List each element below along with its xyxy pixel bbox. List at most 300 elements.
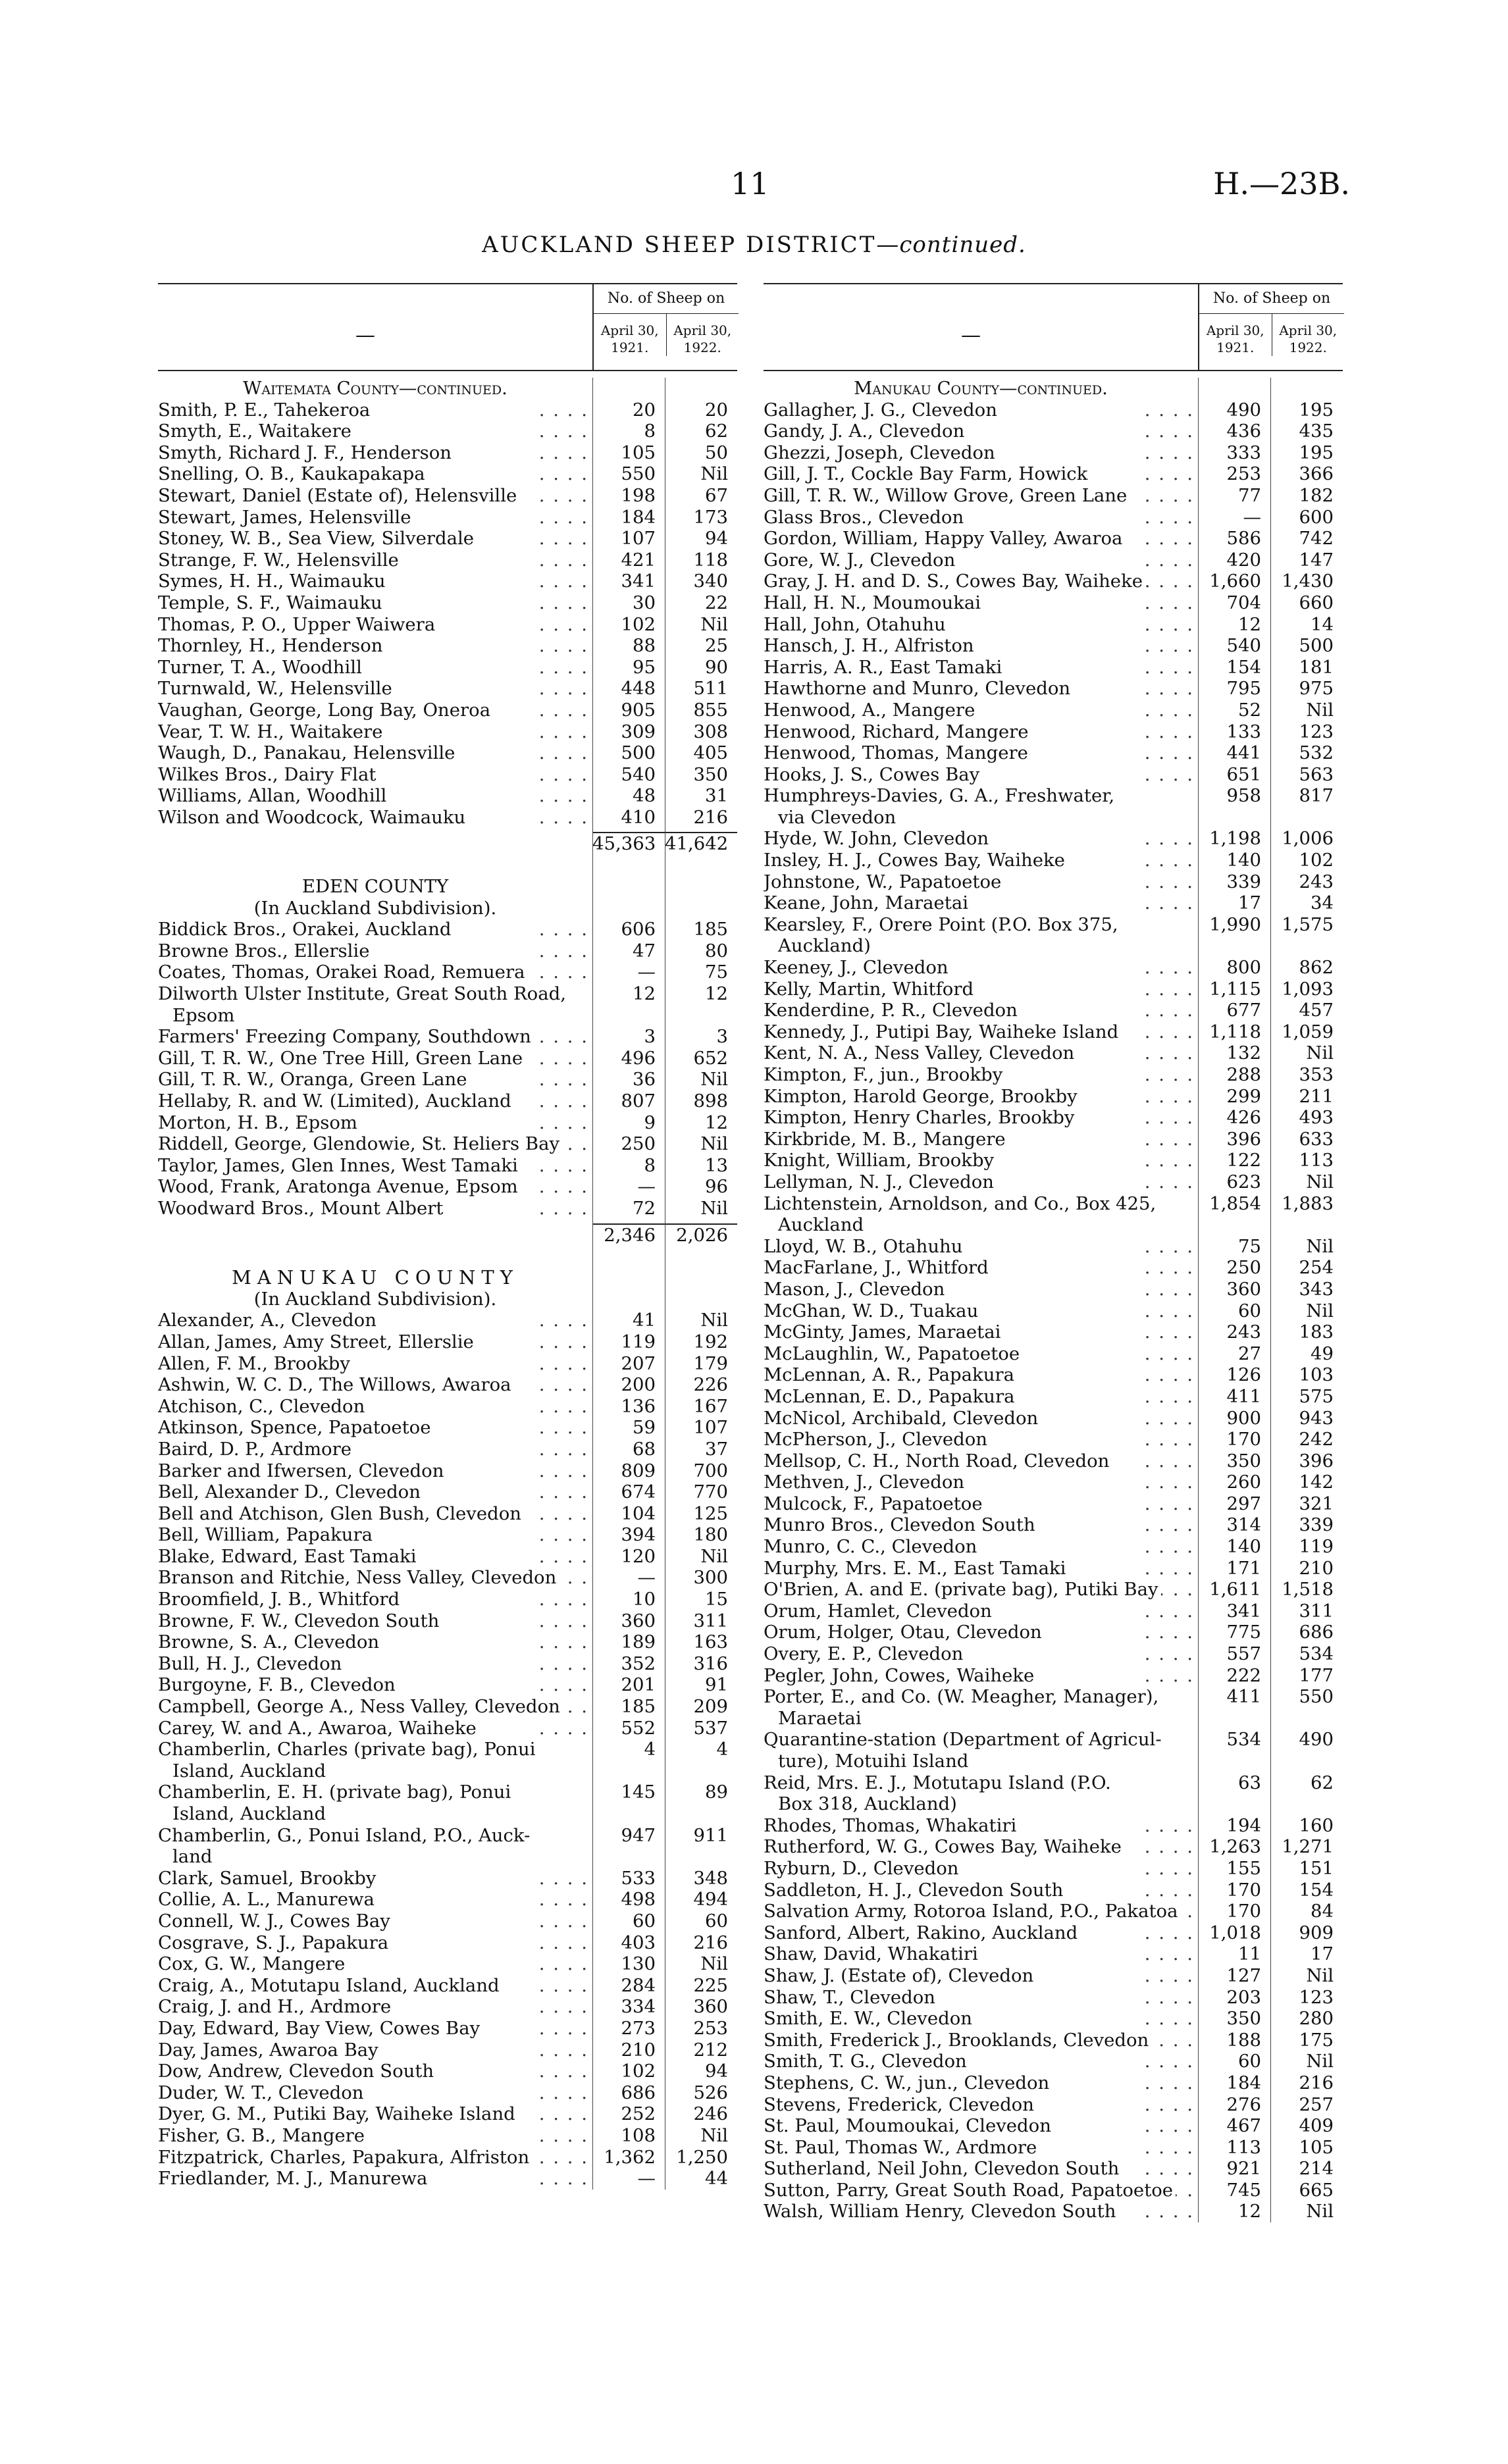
sheep-1921: 623 bbox=[1226, 1171, 1261, 1193]
owner-name: Walsh, William Henry, Clevedon South bbox=[764, 2201, 1118, 2222]
owner-cell bbox=[158, 1782, 592, 1803]
sheep-1922: 348 bbox=[693, 1867, 728, 1889]
table-row bbox=[158, 1932, 737, 1954]
sheep-1922: Nil bbox=[700, 1133, 728, 1155]
sheep-1922: 226 bbox=[693, 1374, 728, 1396]
owner-cell bbox=[158, 919, 592, 940]
table-row bbox=[158, 678, 737, 700]
table-header bbox=[158, 283, 737, 371]
sheep-1921: 88 bbox=[633, 635, 656, 657]
sheep-1921: 120 bbox=[621, 1545, 656, 1567]
owner-name: Munro, C. C., Clevedon bbox=[764, 1536, 979, 1557]
sheep-1921: 198 bbox=[621, 484, 656, 506]
table-row bbox=[764, 1965, 1343, 1987]
sheep-1922: 185 bbox=[693, 919, 728, 940]
sheep-1921: 947 bbox=[621, 1824, 656, 1846]
table-row bbox=[158, 807, 737, 829]
table-row bbox=[158, 657, 737, 679]
table-row bbox=[764, 1943, 1343, 1965]
sheep-1922: 167 bbox=[693, 1395, 728, 1417]
sheep-1922: 665 bbox=[1299, 2179, 1334, 2201]
table-row bbox=[158, 1417, 737, 1439]
owner-name: Henwood, Thomas, Mangere bbox=[764, 742, 1031, 763]
table-row bbox=[764, 442, 1343, 464]
table-row bbox=[764, 1064, 1343, 1086]
sheep-1921: 745 bbox=[1226, 2179, 1261, 2201]
table-row bbox=[764, 1171, 1343, 1193]
owner-name: Hellaby, R. and W. (Limited), Auckland bbox=[158, 1091, 514, 1112]
owner-name-continued: ture), Motuihi Island bbox=[778, 1751, 969, 1772]
table-row bbox=[764, 1129, 1343, 1150]
table-row bbox=[158, 1112, 737, 1134]
table-row bbox=[158, 1825, 737, 1847]
owner-name: Bell, William, Papakura bbox=[158, 1524, 375, 1545]
sheep-1921: 210 bbox=[621, 2039, 656, 2061]
owner-cell bbox=[158, 2168, 592, 2190]
table-row bbox=[158, 1996, 737, 2018]
sheep-1921: 1,660 bbox=[1209, 571, 1261, 592]
table-row bbox=[764, 785, 1343, 807]
sheep-1921: 60 bbox=[1238, 1300, 1261, 1322]
sheep-1921: 63 bbox=[1238, 1772, 1261, 1793]
sheep-1921: 360 bbox=[1226, 1278, 1261, 1300]
owner-cell bbox=[764, 1000, 1198, 1021]
sheep-1921: 130 bbox=[621, 1953, 656, 1975]
sheep-1922: 311 bbox=[1299, 1600, 1334, 1622]
owner-cell bbox=[764, 892, 1198, 914]
sheep-1921: 252 bbox=[621, 2103, 656, 2125]
owner-cell bbox=[764, 1193, 1198, 1215]
table-row bbox=[764, 528, 1343, 550]
owner-name: Clark, Samuel, Brookby bbox=[158, 1868, 378, 1889]
table-row bbox=[764, 1364, 1343, 1386]
sheep-1922: 1,006 bbox=[1282, 828, 1334, 850]
title-main: AUCKLAND SHEEP DISTRICT bbox=[482, 232, 877, 258]
table-row bbox=[158, 1133, 737, 1155]
owner-cell bbox=[158, 1112, 592, 1134]
owner-name: Collie, A. L., Manurewa bbox=[158, 1889, 377, 1910]
sheep-1922: Nil bbox=[700, 1069, 728, 1091]
sheep-1921: 145 bbox=[621, 1782, 656, 1803]
sheep-1922: 123 bbox=[1299, 721, 1334, 742]
sheep-1922: Nil bbox=[1306, 1300, 1334, 1322]
sheep-1922: Nil bbox=[700, 1310, 728, 1331]
table-row bbox=[158, 2103, 737, 2125]
owner-name: Blake, Edward, East Tamaki bbox=[158, 1546, 419, 1567]
sheep-1922: 532 bbox=[1299, 742, 1334, 764]
sheep-1922: 321 bbox=[1299, 1493, 1334, 1514]
sheep-1921: 260 bbox=[1226, 1472, 1261, 1493]
owner-name: Taylor, James, Glen Innes, West Tamaki bbox=[158, 1155, 521, 1176]
sheep-1922: 177 bbox=[1299, 1664, 1334, 1686]
sheep-1922: 12 bbox=[705, 983, 728, 1005]
sheep-1922: 366 bbox=[1299, 463, 1334, 485]
owner-cell bbox=[764, 1493, 1198, 1515]
sheep-1921: 102 bbox=[621, 2061, 656, 2082]
owner-name: St. Paul, Moumoukai, Clevedon bbox=[764, 2115, 1054, 2136]
owner-name: Knight, William, Brookby bbox=[764, 1150, 997, 1171]
sheep-1922: 163 bbox=[693, 1631, 728, 1653]
sheep-1921: 396 bbox=[1226, 1128, 1261, 1150]
sheep-1922: 493 bbox=[1299, 1107, 1334, 1129]
sheep-1922: 353 bbox=[1299, 1064, 1334, 1085]
owner-cell bbox=[764, 2201, 1198, 2222]
owner-name: Humphreys-Davies, G. A., Freshwater, bbox=[764, 785, 1117, 806]
owner-name: Chamberlin, G., Ponui Island, P.O., Auck- bbox=[158, 1825, 533, 1846]
sheep-1921: — bbox=[1243, 506, 1261, 528]
owner-name: Salvation Army, Rotoroa Island, P.O., Pakatoa bbox=[764, 1901, 1181, 1922]
owner-cell bbox=[158, 442, 592, 464]
owner-name: Rutherford, W. G., Cowes Bay, Waiheke bbox=[764, 1836, 1124, 1857]
table-row bbox=[764, 1300, 1343, 1322]
table-row bbox=[764, 1558, 1343, 1579]
sheep-1922: 17 bbox=[1311, 1943, 1334, 1965]
table-row bbox=[764, 2051, 1343, 2072]
table-row bbox=[764, 1772, 1343, 1794]
table-row bbox=[764, 1514, 1343, 1536]
table-row bbox=[764, 1021, 1343, 1043]
sheep-1922: 563 bbox=[1299, 763, 1334, 785]
owner-name: Stevens, Frederick, Clevedon bbox=[764, 2094, 1037, 2115]
sheep-1922: 123 bbox=[1299, 1986, 1334, 2008]
sheep-1922: Nil bbox=[1306, 2051, 1334, 2072]
sheep-1922: 911 bbox=[693, 1824, 728, 1846]
owner-cell bbox=[158, 1198, 592, 1219]
table-row bbox=[764, 1536, 1343, 1558]
sheep-1922: 300 bbox=[693, 1567, 728, 1589]
table-row bbox=[158, 1953, 737, 1975]
owner-name: Fitzpatrick, Charles, Papakura, Alfriston bbox=[158, 2147, 532, 2168]
table-row bbox=[764, 828, 1343, 850]
sheep-1922: 195 bbox=[1299, 399, 1334, 421]
sheep-1921: 155 bbox=[1226, 1857, 1261, 1879]
table-row bbox=[158, 1331, 737, 1353]
owner-cell bbox=[764, 1858, 1198, 1880]
owner-name: Saddleton, H. J., Clevedon South bbox=[764, 1880, 1066, 1901]
sheep-1922: 490 bbox=[1299, 1729, 1334, 1751]
owner-name-continued: via Clevedon bbox=[778, 806, 897, 828]
sheep-1922: 3 bbox=[716, 1026, 728, 1048]
table-row bbox=[764, 892, 1343, 914]
total-1922: 41,642 bbox=[665, 832, 737, 855]
owner-cell bbox=[764, 1836, 1198, 1858]
owner-cell bbox=[158, 1460, 592, 1482]
table-row bbox=[158, 1026, 737, 1048]
right-column bbox=[764, 283, 1343, 2222]
sheep-1922: 1,271 bbox=[1282, 1836, 1334, 1858]
table-row bbox=[764, 1815, 1343, 1837]
owner-cell bbox=[158, 1589, 592, 1610]
sheep-1921: 48 bbox=[633, 785, 656, 807]
sheep-1921: 496 bbox=[621, 1047, 656, 1069]
table-row bbox=[158, 1546, 737, 1568]
table-row bbox=[158, 1176, 737, 1198]
section-heading: (In Auckland Subdivision). bbox=[253, 897, 497, 919]
owner-cell bbox=[764, 1364, 1198, 1386]
owner-name: Duder, W. T., Clevedon bbox=[158, 2082, 367, 2103]
table-row bbox=[158, 1911, 737, 1932]
col-1922: April 30, 1922. bbox=[1272, 314, 1345, 356]
table-row bbox=[764, 1086, 1343, 1108]
sheep-1921: — bbox=[637, 2168, 656, 2190]
sheep-1921: 200 bbox=[621, 1374, 656, 1396]
table-row bbox=[158, 442, 737, 464]
sheep-1921: 201 bbox=[621, 1674, 656, 1696]
sheep-1921: 1,854 bbox=[1209, 1193, 1261, 1214]
owner-cell bbox=[764, 1943, 1198, 1965]
owner-cell bbox=[158, 1026, 592, 1048]
owner-cell bbox=[158, 635, 592, 657]
sheep-1921: 170 bbox=[1226, 1879, 1261, 1901]
owner-name: Sanford, Albert, Rakino, Auckland bbox=[764, 1922, 1080, 1943]
sheep-1922: 175 bbox=[1299, 2029, 1334, 2051]
owner-name: Coates, Thomas, Orakei Road, Remuera bbox=[158, 962, 527, 983]
owner-cell bbox=[158, 1503, 592, 1525]
owner-cell bbox=[158, 1546, 592, 1568]
sheep-1921: 9 bbox=[644, 1112, 656, 1133]
owner-cell bbox=[158, 962, 592, 983]
total-row bbox=[158, 828, 737, 855]
owner-cell bbox=[158, 592, 592, 614]
sheep-1922: 225 bbox=[693, 1974, 728, 1996]
section-heading: (In Auckland Subdivision). bbox=[253, 1288, 497, 1310]
sheep-1921: 27 bbox=[1238, 1343, 1261, 1364]
sheep-1921: 297 bbox=[1226, 1493, 1261, 1514]
owner-name-continued: Island, Auckland bbox=[172, 1760, 326, 1782]
sheep-1922: Nil bbox=[1306, 1235, 1334, 1257]
sheep-1922: 1,575 bbox=[1282, 913, 1334, 935]
owner-name: Bull, H. J., Clevedon bbox=[158, 1653, 344, 1674]
owner-name: Porter, E., and Co. (W. Meagher, Manager), bbox=[764, 1686, 1161, 1707]
table-row bbox=[764, 742, 1343, 764]
sheep-1921: 921 bbox=[1226, 2158, 1261, 2180]
sheep-1922: 340 bbox=[693, 571, 728, 592]
sheep-1921: 171 bbox=[1226, 1557, 1261, 1579]
table-row bbox=[158, 764, 737, 786]
sheep-1921: 411 bbox=[1226, 1385, 1261, 1407]
owner-cell bbox=[158, 1048, 592, 1069]
owner-cell bbox=[158, 463, 592, 485]
owner-cell bbox=[764, 1622, 1198, 1643]
sheep-1921: 339 bbox=[1226, 871, 1261, 892]
owner-name: Kimpton, Henry Charles, Brookby bbox=[764, 1107, 1077, 1128]
sheep-1922: 181 bbox=[1299, 656, 1334, 678]
owner-name: Turner, T. A., Woodhill bbox=[158, 657, 365, 678]
sheep-1921: 1,611 bbox=[1209, 1579, 1261, 1601]
owner-cell bbox=[764, 442, 1198, 464]
owner-name: Mellsop, C. H., North Road, Clevedon bbox=[764, 1450, 1112, 1472]
owner-name: Hall, H. N., Moumoukai bbox=[764, 592, 983, 613]
owner-name: McPherson, J., Clevedon bbox=[764, 1429, 990, 1450]
table-row bbox=[158, 1975, 737, 1997]
total-row bbox=[158, 1219, 737, 1246]
table-row bbox=[764, 2201, 1343, 2222]
owner-cell bbox=[764, 399, 1198, 421]
owner-cell bbox=[764, 1107, 1198, 1129]
sheep-1922: 537 bbox=[693, 1717, 728, 1739]
owner-cell bbox=[764, 1429, 1198, 1450]
owner-name: Craig, J. and H., Ardmore bbox=[158, 1996, 394, 2017]
owner-cell bbox=[764, 721, 1198, 743]
page-number: 11 bbox=[731, 166, 769, 201]
owner-name: Gallagher, J. G., Clevedon bbox=[764, 399, 1000, 421]
table-row bbox=[764, 2008, 1343, 2030]
owner-cell bbox=[764, 1042, 1198, 1064]
owner-cell bbox=[764, 742, 1198, 764]
sheep-1922: 1,430 bbox=[1282, 571, 1334, 592]
table-row bbox=[158, 1718, 737, 1739]
table-row bbox=[764, 2072, 1343, 2094]
table-row bbox=[764, 914, 1343, 936]
sheep-1921: 900 bbox=[1226, 1407, 1261, 1429]
owner-name: Smyth, E., Waitakere bbox=[158, 421, 354, 442]
sheep-1922: Nil bbox=[700, 463, 728, 485]
owner-name: Lellyman, N. J., Clevedon bbox=[764, 1171, 997, 1193]
owner-name: Friedlander, M. J., Manurewa bbox=[158, 2168, 430, 2189]
sheep-1921: 1,362 bbox=[604, 2146, 656, 2168]
owner-name: Thornley, H., Henderson bbox=[158, 635, 385, 656]
owner-name: Henwood, A., Mangere bbox=[764, 700, 977, 721]
table-row bbox=[764, 399, 1343, 421]
table-row bbox=[764, 657, 1343, 679]
owner-cell bbox=[158, 983, 592, 1005]
owner-name: Dilworth Ulster Institute, Great South Road, bbox=[158, 983, 569, 1004]
owner-cell bbox=[764, 2158, 1198, 2180]
table-row bbox=[158, 614, 737, 636]
owner-cell bbox=[158, 764, 592, 786]
table-row bbox=[764, 2137, 1343, 2159]
owner-name: Cox, G. W., Mangere bbox=[158, 1953, 348, 1974]
sheep-1921: 314 bbox=[1226, 1514, 1261, 1536]
sheep-1921: 809 bbox=[621, 1460, 656, 1481]
sheep-1922: 242 bbox=[1299, 1429, 1334, 1450]
sheep-1921: 276 bbox=[1226, 2093, 1261, 2115]
table-row bbox=[764, 1493, 1343, 1515]
table-row bbox=[764, 1472, 1343, 1493]
owner-cell bbox=[764, 1601, 1198, 1622]
owner-name-continued: Auckland) bbox=[778, 935, 871, 957]
owner-cell bbox=[764, 1514, 1198, 1536]
sheep-1921: 185 bbox=[621, 1696, 656, 1718]
owner-name: Keane, John, Maraetai bbox=[764, 892, 971, 913]
sheep-1922: 214 bbox=[1299, 2158, 1334, 2180]
owner-cell bbox=[764, 2072, 1198, 2094]
sheep-1921: 309 bbox=[621, 721, 656, 742]
document-reference: H.—23B. bbox=[1213, 166, 1350, 201]
owner-cell bbox=[764, 421, 1198, 442]
sheep-1922: 494 bbox=[693, 1889, 728, 1911]
owner-name: Baird, D. P., Ardmore bbox=[158, 1439, 354, 1460]
owner-name: Wilson and Woodcock, Waimauku bbox=[158, 807, 468, 828]
owner-name: Sutton, Parry, Great South Road, Papatoetoe bbox=[764, 2180, 1176, 2201]
owner-name: Bell and Atchison, Glen Bush, Clevedon bbox=[158, 1503, 524, 1524]
owner-cell bbox=[764, 507, 1198, 528]
owner-cell bbox=[764, 1579, 1198, 1601]
sheep-1921: 394 bbox=[621, 1524, 656, 1546]
sheep-1921: 41 bbox=[633, 1310, 656, 1331]
sheep-1922: 360 bbox=[693, 1996, 728, 2018]
owner-cell bbox=[764, 1279, 1198, 1300]
sheep-1921: 207 bbox=[621, 1352, 656, 1374]
owner-cell bbox=[158, 940, 592, 962]
sheep-1922: Nil bbox=[700, 1197, 728, 1219]
sheep-1922: 1,093 bbox=[1282, 978, 1334, 1000]
sheep-1922: 817 bbox=[1299, 785, 1334, 807]
sheep-1922: 119 bbox=[1299, 1536, 1334, 1558]
owner-cell bbox=[158, 1439, 592, 1460]
sheep-1922: 600 bbox=[1299, 506, 1334, 528]
sheep-1921: 350 bbox=[1226, 1450, 1261, 1472]
owner-cell bbox=[158, 1310, 592, 1331]
owner-name: McNicol, Archibald, Clevedon bbox=[764, 1408, 1041, 1429]
table-row bbox=[764, 1193, 1343, 1215]
table-row bbox=[158, 485, 737, 507]
sheep-1921: 352 bbox=[621, 1653, 656, 1674]
owner-cell bbox=[158, 528, 592, 550]
owner-cell bbox=[158, 1975, 592, 1997]
sheep-1921: 77 bbox=[1238, 484, 1261, 506]
sheep-1921: 30 bbox=[633, 592, 656, 613]
sheep-1921: 108 bbox=[621, 2124, 656, 2146]
sheep-1922: 125 bbox=[693, 1502, 728, 1524]
owner-name: Mason, J., Clevedon bbox=[764, 1279, 947, 1300]
owner-cell bbox=[158, 1631, 592, 1653]
table-row bbox=[764, 1322, 1343, 1343]
sheep-1922: 1,059 bbox=[1282, 1021, 1334, 1042]
table-row bbox=[764, 2158, 1343, 2180]
sheep-1922: 316 bbox=[693, 1653, 728, 1674]
owner-name: Kimpton, F., jun., Brookby bbox=[764, 1064, 1005, 1085]
sheep-1921: 905 bbox=[621, 699, 656, 721]
sheep-1921: 189 bbox=[621, 1631, 656, 1653]
sheep-1922: 350 bbox=[693, 763, 728, 785]
sheep-1921: 52 bbox=[1238, 699, 1261, 721]
owner-name: Dow, Andrew, Clevedon South bbox=[158, 2061, 436, 2082]
owner-cell bbox=[764, 678, 1198, 700]
table-row bbox=[158, 592, 737, 614]
sheep-1922: 211 bbox=[1299, 1085, 1334, 1107]
owner-cell bbox=[158, 2082, 592, 2104]
owner-cell bbox=[764, 2030, 1198, 2051]
sheep-1921: 533 bbox=[621, 1867, 656, 1889]
owner-name: Woodward Bros., Mount Albert bbox=[158, 1198, 446, 1219]
owner-name: Gordon, William, Happy Valley, Awaroa bbox=[764, 528, 1125, 549]
sheep-1921: 606 bbox=[621, 919, 656, 940]
owner-name: Kelly, Martin, Whitford bbox=[764, 979, 976, 1000]
owner-cell bbox=[764, 1129, 1198, 1150]
owner-cell bbox=[158, 1091, 592, 1112]
sheep-1921: 136 bbox=[621, 1395, 656, 1417]
table-row bbox=[764, 721, 1343, 743]
sheep-1921: 12 bbox=[1238, 613, 1261, 635]
owner-name: Harris, A. R., East Tamaki bbox=[764, 657, 1004, 678]
owner-name: Munro Bros., Clevedon South bbox=[764, 1514, 1038, 1535]
owner-name: Pegler, John, Cowes, Waiheke bbox=[764, 1665, 1037, 1686]
total-1922: 2,026 bbox=[665, 1223, 737, 1246]
owner-cell bbox=[158, 1353, 592, 1375]
table-row bbox=[158, 700, 737, 721]
owner-cell bbox=[158, 2147, 592, 2169]
owner-cell bbox=[764, 1558, 1198, 1579]
owner-cell bbox=[764, 635, 1198, 657]
sheep-count-header bbox=[1198, 284, 1344, 370]
sheep-1922: 575 bbox=[1299, 1385, 1334, 1407]
sheep-1921: 113 bbox=[1226, 2136, 1261, 2158]
sheep-1922: 12 bbox=[705, 1112, 728, 1133]
sheep-1921: 250 bbox=[1226, 1257, 1261, 1279]
owner-cell bbox=[764, 657, 1198, 679]
owner-name: Atchison, C., Clevedon bbox=[158, 1396, 367, 1417]
